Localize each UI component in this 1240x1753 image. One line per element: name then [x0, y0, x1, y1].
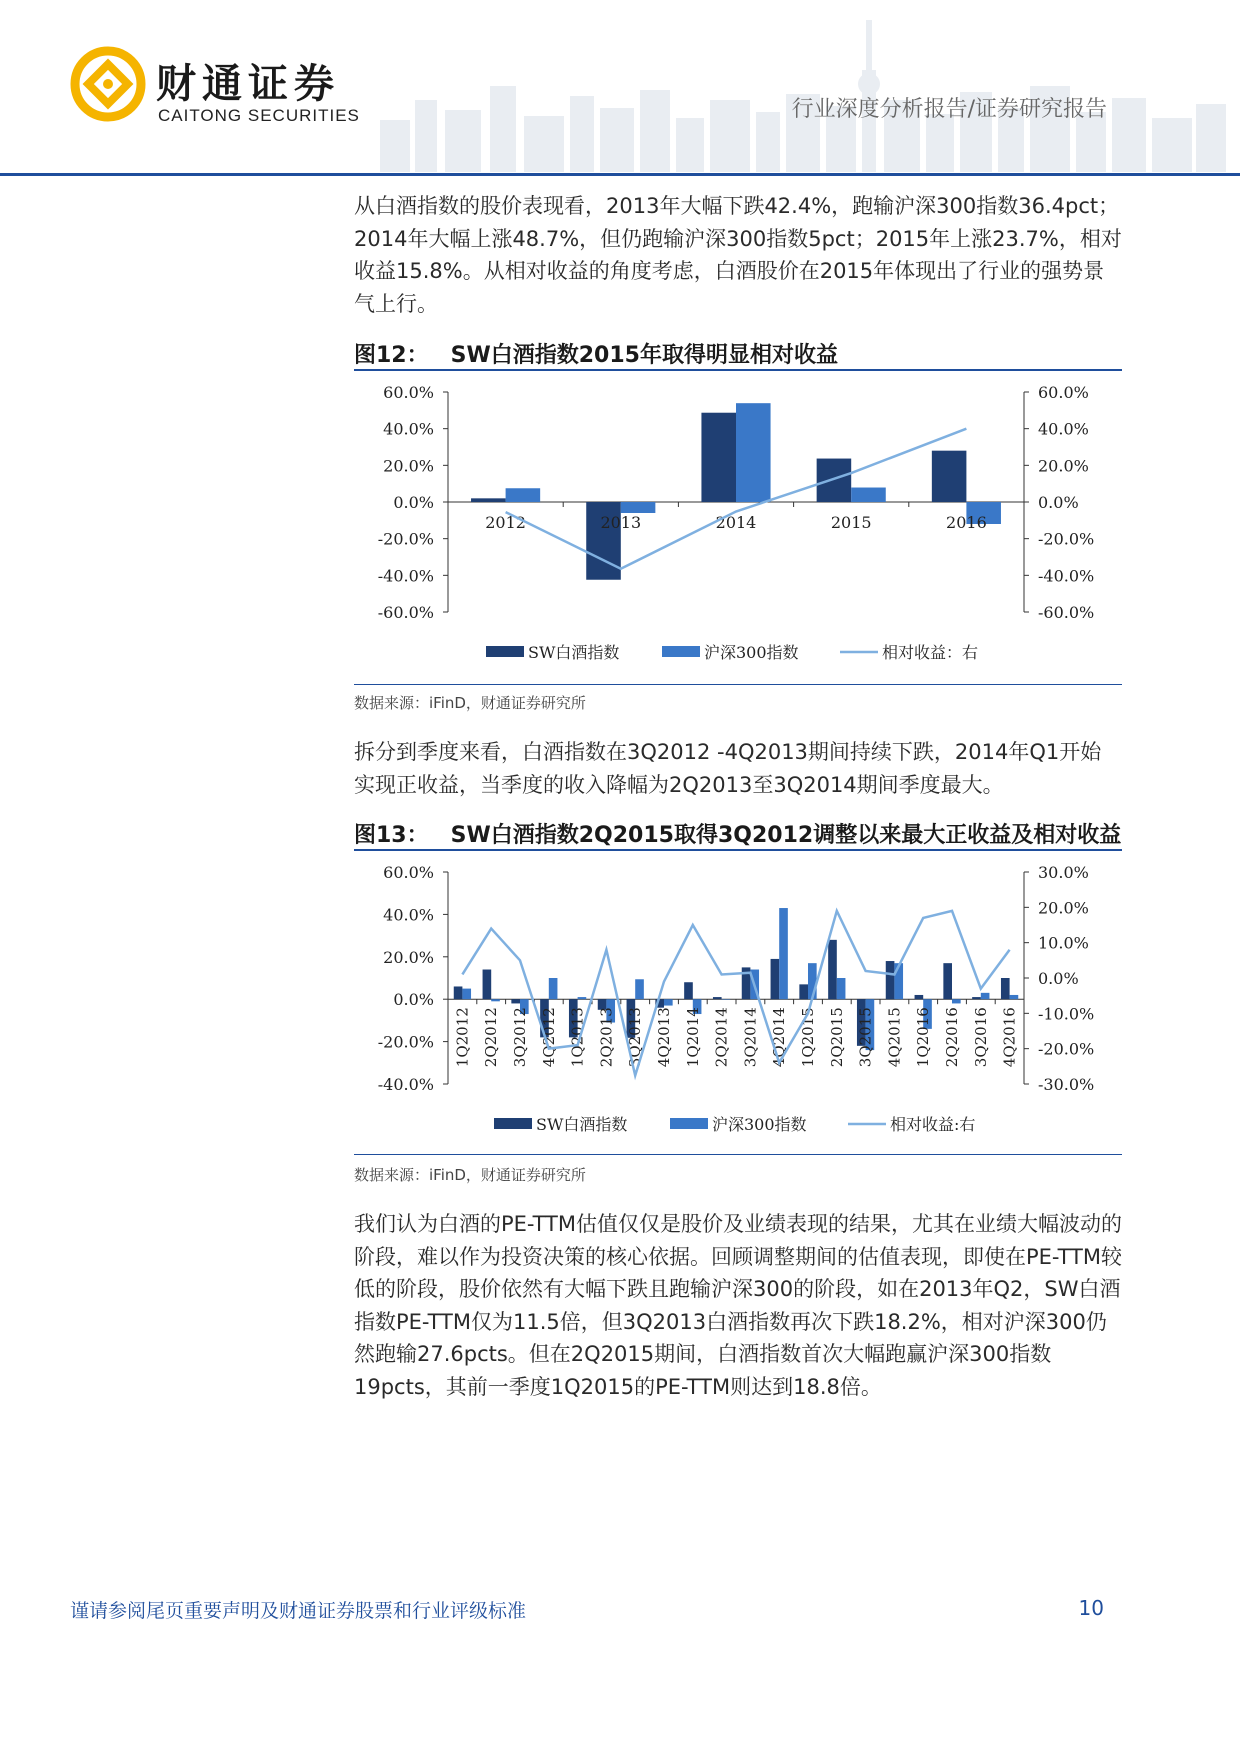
sw-baijiu-bar-4Q2015 — [886, 961, 895, 999]
legend-swatch — [494, 1118, 532, 1129]
sw-baijiu-bar-2Q2012 — [483, 970, 492, 1000]
right-y-tick-label: 40.0% — [1038, 419, 1089, 439]
figure-13-title — [354, 818, 1122, 849]
right-y-tick-label: 0.0% — [1038, 969, 1079, 988]
left-y-tick-label: 20.0% — [383, 947, 434, 967]
legend-label: 相对收益：右 — [882, 643, 979, 662]
right-y-tick-label: -30.0% — [1038, 1075, 1095, 1094]
legend-swatch — [486, 646, 524, 657]
figure-13-top-rule — [354, 849, 1122, 851]
x-category-label: 1Q2013 — [568, 1007, 587, 1068]
x-category-label: 2013 — [600, 513, 642, 532]
hs300-bar-4Q2013 — [664, 999, 673, 1005]
legend-label: SW白酒指数 — [536, 1115, 628, 1134]
hs300-bar-2Q2016 — [952, 999, 961, 1003]
sw-baijiu-bar-2Q2015 — [828, 940, 837, 999]
legend-label: 沪深300指数 — [704, 643, 799, 662]
x-category-label: 2015 — [830, 513, 872, 532]
x-category-label: 2016 — [946, 513, 987, 532]
left-y-tick-label: 0.0% — [393, 990, 434, 1010]
body-paragraph-1: 从白酒指数的股价表现看，2013年大幅下跌42.4%，跑输沪深300指数36.4pct；2014年大幅上涨48.7%，但仍跑输沪深300指数5pct；2015年上涨23.7%，相对收益15.8%。从相对收益的角度考虑，白酒股价在2015年体现出了行业的强势景气上行。 — [354, 194, 1122, 316]
figure-13-source: 数据来源：iFinD，财通证券研究所 — [354, 1166, 586, 1184]
hs300-bar-2Q2014 — [722, 999, 731, 1000]
x-category-label: 2Q2012 — [482, 1007, 501, 1068]
right-y-tick-label: -20.0% — [1038, 529, 1095, 549]
sw-baijiu-bar-2Q2014 — [713, 997, 722, 999]
sw-baijiu-bar-1Q2016 — [915, 995, 924, 999]
x-category-label: 1Q2012 — [453, 1007, 472, 1068]
logo-english-name: CAITONG SECURITIES — [158, 106, 360, 125]
x-category-label: 4Q2016 — [1000, 1007, 1019, 1068]
sw-baijiu-bar-2016 — [932, 451, 967, 502]
x-category-label: 4Q2013 — [655, 1007, 673, 1068]
left-y-tick-label: 0.0% — [393, 493, 434, 512]
page-header — [0, 0, 1240, 176]
sw-baijiu-bar-3Q2012 — [511, 999, 520, 1003]
page-number: 10 — [1078, 1596, 1104, 1620]
sw-baijiu-bar-2Q2016 — [943, 963, 952, 999]
figure-12-caption: SW白酒指数2015年取得明显相对收益 — [450, 343, 838, 368]
right-y-tick-label: 20.0% — [1038, 898, 1089, 918]
x-category-label: 2Q2016 — [943, 1007, 961, 1068]
sw-baijiu-bar-4Q2016 — [1001, 978, 1010, 999]
sw-baijiu-bar-3Q2016 — [972, 997, 981, 999]
x-category-label: 2014 — [715, 513, 757, 532]
x-category-label: 3Q2016 — [971, 1007, 990, 1068]
hs300-bar-1Q2012 — [462, 989, 471, 1000]
figure-13-bottom-rule — [354, 1154, 1122, 1155]
x-category-label: 4Q2014 — [770, 1007, 789, 1068]
body-paragraph-2: 拆分到季度来看，白酒指数在3Q2012 -4Q2013期间持续下跌，2014年Q1开始实现正收益，当季度的收入降幅为2Q2013至3Q2014期间季度最大。 — [354, 740, 1102, 797]
hs300-bar-4Q2012 — [549, 978, 558, 999]
figure-12-top-rule — [354, 369, 1122, 371]
x-category-label: 3Q2015 — [856, 1007, 875, 1068]
x-category-label: 2012 — [485, 513, 526, 532]
footer-disclaimer-link[interactable]: 谨请参阅尾页重要声明及财通证券股票和行业评级标准 — [70, 1600, 527, 1622]
hs300-bar-4Q2014 — [779, 908, 788, 999]
hs300-bar-2Q2012 — [491, 999, 500, 1001]
hs300-bar-2Q2015 — [837, 978, 846, 999]
header-divider — [0, 173, 1240, 176]
left-y-tick-label: 60.0% — [383, 863, 434, 882]
sw-baijiu-bar-2015 — [817, 459, 852, 502]
x-category-label: 2Q2014 — [712, 1007, 731, 1068]
x-category-label: 1Q2016 — [914, 1007, 933, 1068]
right-y-tick-label: 0.0% — [1038, 493, 1079, 512]
x-category-label: 4Q2015 — [885, 1007, 904, 1068]
chart-legend — [486, 643, 978, 662]
sw-baijiu-bar-4Q2014 — [771, 959, 780, 999]
left-y-tick-label: 60.0% — [383, 383, 434, 402]
left-y-tick-label: -20.0% — [377, 1032, 434, 1052]
left-y-tick-label: -40.0% — [377, 566, 434, 586]
hs300-bar-2014 — [736, 403, 771, 502]
x-category-label: 3Q2014 — [741, 1007, 760, 1068]
right-y-tick-label: -40.0% — [1038, 566, 1095, 586]
legend-label: 沪深300指数 — [712, 1115, 807, 1134]
body-paragraph-3: 我们认为白酒的PE-TTM估值仅仅是股价及业绩表现的结果，尤其在业绩大幅波动的阶段，难以作为投资决策的核心依据。回顾调整期间的估值表现，即使在PE-TTM较低的阶段，股价依然有大幅下跌且跑输沪深300的阶段，如在2013年Q2，SW白酒指数PE-TTM仅为11.5倍，但3Q2013白酒指数再次下跌18.2%，相对沪深300仍然跑输27.6pcts。但在2Q2015期间，白酒指数首次大幅跑赢沪深300指数19pcts，其前一季度1Q2015的PE-TTM则达到18.8倍。 — [354, 1212, 1122, 1399]
left-y-tick-label: 40.0% — [383, 905, 434, 925]
left-y-tick-label: 40.0% — [383, 419, 434, 439]
report-type-label: 行业深度分析报告/证券研究报告 — [791, 97, 1107, 122]
x-category-label: 3Q2013 — [626, 1007, 645, 1068]
hs300-bar-2015 — [851, 488, 886, 502]
logo-chinese-name: 财通证券 — [156, 61, 340, 107]
x-category-label: 2Q2015 — [827, 1007, 846, 1068]
x-category-label: 3Q2012 — [511, 1007, 529, 1068]
right-y-tick-label: 20.0% — [1038, 456, 1089, 476]
hs300-bar-3Q2013 — [635, 979, 644, 999]
figure-13-number: 图13： — [354, 823, 429, 848]
caitong-logo-icon — [70, 46, 146, 122]
figure-12-bottom-rule — [354, 684, 1122, 685]
right-y-tick-label: 10.0% — [1038, 933, 1089, 953]
left-y-tick-label: 20.0% — [383, 456, 434, 476]
legend-swatch — [670, 1118, 708, 1129]
legend-label: 相对收益:右 — [890, 1115, 976, 1134]
legend-label: SW白酒指数 — [528, 643, 620, 662]
right-y-tick-label: -20.0% — [1038, 1039, 1095, 1059]
right-y-tick-label: -60.0% — [1038, 603, 1095, 622]
right-y-tick-label: 30.0% — [1038, 863, 1089, 882]
figure-13-chart — [354, 852, 1122, 1152]
figure-12-title — [354, 338, 1122, 369]
figure-12-source: 数据来源：iFinD，财通证券研究所 — [354, 694, 586, 712]
left-y-tick-label: -40.0% — [377, 1075, 434, 1094]
x-category-label: 1Q2014 — [683, 1007, 702, 1068]
hs300-bar-2012 — [506, 488, 541, 502]
left-y-tick-label: -20.0% — [377, 529, 434, 549]
sw-baijiu-bar-2012 — [471, 498, 506, 502]
x-category-label: 1Q2015 — [799, 1007, 817, 1068]
right-y-tick-label: -10.0% — [1038, 1004, 1095, 1024]
chart-legend — [494, 1115, 975, 1134]
x-category-label: 2Q2013 — [597, 1007, 616, 1068]
figure-13-caption: SW白酒指数2Q2015取得3Q2012调整以来最大正收益及相对收益 — [450, 823, 1122, 848]
sw-baijiu-bar-1Q2014 — [684, 982, 693, 999]
hs300-bar-4Q2016 — [1010, 995, 1019, 999]
figure-12-chart — [354, 372, 1122, 682]
figure-12-number: 图12： — [354, 343, 429, 368]
hs300-bar-3Q2016 — [981, 993, 990, 999]
sw-baijiu-bar-1Q2015 — [799, 984, 808, 999]
sw-baijiu-bar-2014 — [701, 413, 736, 502]
sw-baijiu-bar-1Q2012 — [454, 986, 463, 999]
x-category-label: 4Q2012 — [539, 1007, 558, 1068]
legend-swatch — [662, 646, 700, 657]
right-y-tick-label: 60.0% — [1038, 383, 1089, 402]
hs300-bar-2013 — [621, 502, 656, 513]
left-y-tick-label: -60.0% — [377, 603, 434, 622]
hs300-bar-1Q2013 — [578, 997, 587, 999]
